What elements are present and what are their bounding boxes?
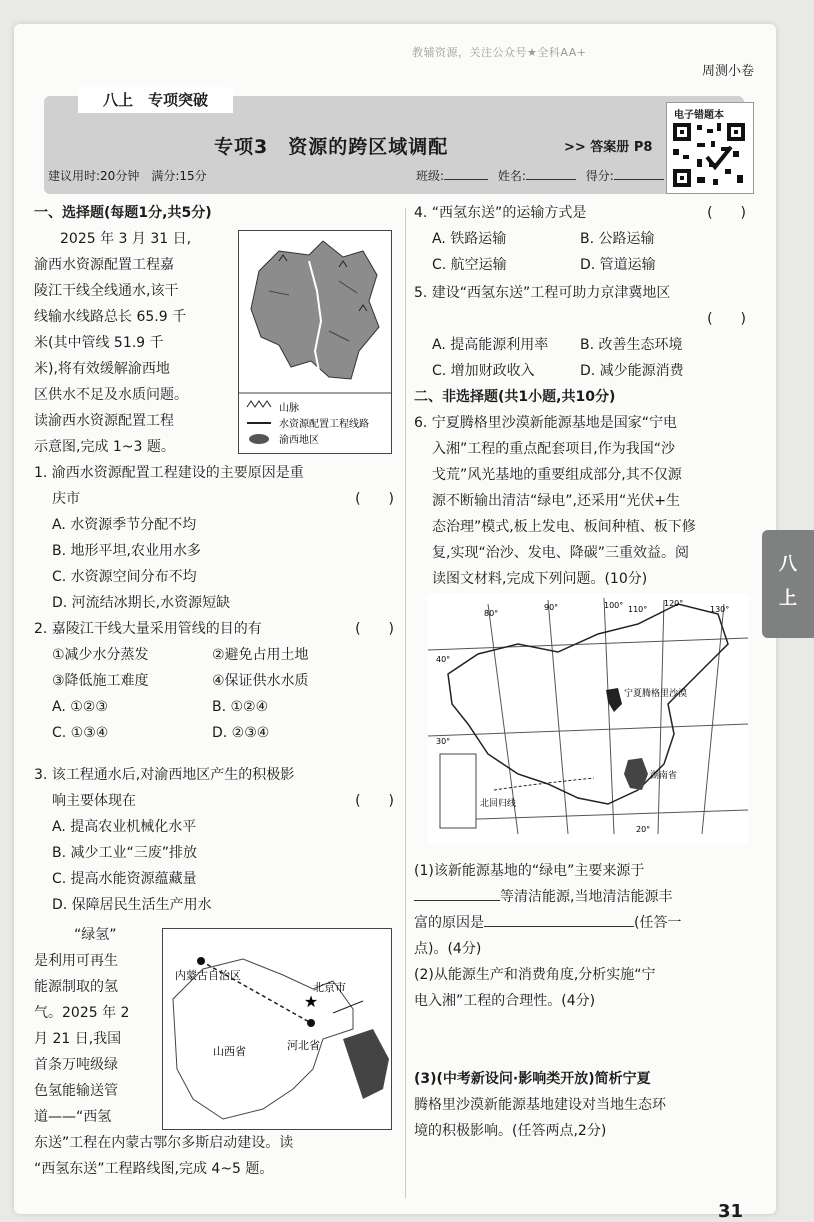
q2-item-1: ①减少水分蒸发: [52, 647, 149, 663]
intro-line: 线输水线路总长 65.9 千: [34, 309, 187, 325]
lon-90: 90°: [544, 603, 559, 612]
q2-option-c[interactable]: C. ①③④: [52, 725, 109, 741]
q2-answer-bracket[interactable]: ( ): [355, 621, 394, 637]
map-label-tengger: 宁夏腾格里沙漠: [624, 689, 688, 699]
section2-heading: 二、非选择题(共1小题,共10分): [414, 389, 616, 405]
sub2-line2: 电入湘”工程的合理性。(4分): [414, 993, 596, 1009]
intro-passage-2: [34, 922, 164, 1130]
intro2-line: 道——“西氢: [34, 1109, 112, 1125]
q5-option-a[interactable]: A. 提高能源利用率: [432, 337, 549, 353]
q5-option-d[interactable]: D. 减少能源消费: [580, 363, 684, 379]
map-label-inner-mongolia: 内蒙古自治区: [175, 969, 241, 982]
q3-stem-line2: 响主要体现在: [52, 793, 136, 809]
q6-line: 读图文材料,完成下列问题。(10分): [432, 571, 648, 587]
q1-stem-line1: 1. 渝西水资源配置工程建设的主要原因是重: [34, 465, 304, 481]
question-2: [34, 616, 394, 746]
q1-option-d[interactable]: D. 河流结冰期长,水资源短缺: [52, 595, 231, 611]
name-label: 姓名:: [497, 169, 526, 183]
intro-passage-2-end: [34, 1130, 394, 1182]
intro-passage-1: [34, 226, 242, 460]
intro2-line: 是利用可再生: [34, 953, 118, 969]
beijing-star-icon: ★: [303, 992, 319, 1011]
lon-130: 130°: [710, 605, 730, 614]
answer-reference: >> 答案册 P8: [564, 140, 653, 155]
intro2-line: 气。2025 年 2: [34, 1005, 130, 1021]
q1-option-c[interactable]: C. 水资源空间分布不均: [52, 569, 197, 585]
q1-option-b[interactable]: B. 地形平坦,农业用水多: [52, 543, 201, 559]
score-label: 得分:: [585, 169, 614, 183]
question-4: [414, 200, 746, 278]
q2-item-3: ③降低施工难度: [52, 673, 149, 689]
student-info-line: [416, 167, 664, 184]
column-divider: [405, 208, 406, 1198]
q6-line: 6. 宁夏腾格里沙漠新能源基地是国家“宁电: [414, 415, 678, 431]
sub3-line2: 腾格里沙漠新能源基地建设对当地生态环: [414, 1097, 666, 1113]
topic-title: 专项3 资源的跨区域调配: [214, 136, 449, 158]
sub2-answer-area[interactable]: [414, 1018, 748, 1058]
q3-stem-line1: 3. 该工程通水后,对渝西地区产生的积极影: [34, 767, 295, 783]
score-blank[interactable]: [614, 167, 664, 180]
q4-option-b[interactable]: B. 公路运输: [580, 231, 655, 247]
q6-line: 复,实现“治沙、发电、降碳”三重效益。阅: [432, 545, 689, 561]
yuxi-map-graphic: [239, 231, 391, 453]
sub1-line4: 点)。(4分): [414, 941, 482, 957]
intro2-full-line: 东送”工程在内蒙古鄂尔多斯启动建设。读: [34, 1135, 294, 1151]
grade-side-tab: [762, 530, 814, 638]
lon-80: 80°: [484, 609, 499, 618]
china-energy-map: [428, 594, 748, 844]
question-1: [34, 460, 394, 616]
q6-line: 戈荒”风光基地的重要组成部分,其不仅源: [432, 467, 682, 483]
legend-region: 渝西地区: [279, 435, 319, 446]
map-label-hebei: 河北省: [287, 1039, 320, 1052]
intro-line: 陵江干线全线通水,该干: [34, 283, 179, 299]
q6-line: 源不断输出清洁“绿电”,还采用“光伏+生: [432, 493, 680, 509]
sub1-line3: 富的原因是: [414, 915, 484, 931]
q5-stem: 5. 建设“西氢东送”工程可助力京津冀地区: [414, 285, 671, 301]
intro-line: 2025 年 3 月 31 日,: [60, 231, 192, 247]
lon-120: 120°: [664, 599, 684, 608]
yuxi-water-map: [238, 230, 392, 454]
intro2-line: 色氢能输送管: [34, 1083, 118, 1099]
map-label-hunan: 湖南省: [650, 771, 678, 781]
intro2-line: 首条万吨级绿: [34, 1057, 118, 1073]
class-blank[interactable]: [444, 167, 488, 180]
q1-option-a[interactable]: A. 水资源季节分配不均: [52, 517, 197, 533]
sub-question-3: [414, 1066, 748, 1144]
q6-line: 入湘”工程的重点配套项目,作为我国“沙: [432, 441, 675, 457]
sub1-line1: (1)该新能源基地的“绿电”主要来源于: [414, 863, 645, 879]
q1-stem-line2: 庆市: [52, 491, 80, 507]
q5-option-c[interactable]: C. 增加财政收入: [432, 363, 535, 379]
map-label-tropic: 北回归线: [480, 799, 517, 809]
worksheet-page: [14, 24, 797, 1222]
q2-item-4: ④保证供水水质: [212, 673, 309, 689]
sub1-blank-1[interactable]: [414, 888, 500, 901]
q3-answer-bracket[interactable]: ( ): [355, 793, 394, 809]
intro-line: 示意图,完成 1~3 题。: [34, 439, 175, 455]
q6-line: 态治理”模式,板上发电、板间种植、板下修: [432, 519, 696, 535]
intro2-line: 月 21 日,我国: [34, 1031, 122, 1047]
intro-line: 读渝西水资源配置工程: [34, 413, 174, 429]
qr-label: 电子错题本: [674, 110, 724, 121]
side-tab-line1: 八: [779, 554, 797, 575]
map-label-shanxi: 山西省: [213, 1045, 246, 1058]
q3-option-c[interactable]: C. 提高水能资源蕴藏量: [52, 871, 197, 887]
intro-line: 渝西水资源配置工程嘉: [34, 257, 174, 273]
china-map-graphic: [428, 594, 748, 844]
legend-mountain: 山脉: [279, 403, 299, 414]
q4-option-c[interactable]: C. 航空运输: [432, 257, 507, 273]
name-blank[interactable]: [526, 167, 576, 180]
intro2-line: 能源制取的氢: [34, 979, 118, 995]
legend-route: 水资源配置工程线路: [279, 419, 369, 430]
q4-option-a[interactable]: A. 铁路运输: [432, 231, 507, 247]
sub1-blank-2[interactable]: [484, 914, 634, 927]
hydrogen-map-graphic: [163, 929, 391, 1129]
q1-answer-bracket[interactable]: ( ): [355, 491, 394, 507]
question-3: [34, 762, 394, 918]
weekly-quiz-tag: 周测小卷: [702, 64, 755, 79]
sub1-line2: 等清洁能源,当地清洁能源丰: [500, 889, 673, 905]
q2-option-b[interactable]: B. ①②④: [212, 699, 269, 715]
intro2-line: “绿氢”: [74, 927, 117, 943]
q4-stem: 4. “西氢东送”的运输方式是: [414, 205, 587, 221]
question-6: [414, 410, 748, 592]
q3-option-b[interactable]: B. 减少工业“三废”排放: [52, 845, 198, 861]
sub1-line3b: (任答一: [634, 915, 682, 931]
sub3-line1: (3)(中考新设问·影响类开放)简析宁夏: [414, 1071, 651, 1087]
q5-answer-bracket[interactable]: ( ): [707, 311, 746, 327]
q2-option-d[interactable]: D. ②③④: [212, 725, 270, 741]
lat-20: 20°: [636, 825, 651, 834]
class-label: 班级:: [416, 169, 445, 183]
map-label-beijing: 北京市: [313, 981, 346, 994]
intro2-full-line: “西氢东送”工程路线图,完成 4~5 题。: [34, 1161, 274, 1177]
page-number: 31: [718, 1201, 744, 1222]
intro-line: 米(其中管线 51.9 千: [34, 335, 164, 351]
unit-tab: 八上 专项突破: [78, 87, 233, 113]
question-5: [414, 280, 746, 384]
intro-line: 区供水不足及水质问题。: [34, 387, 188, 403]
q4-answer-bracket[interactable]: ( ): [707, 205, 746, 221]
sub-question-1: [414, 858, 748, 1014]
lat-30: 30°: [436, 737, 451, 746]
q2-option-a[interactable]: A. ①②③: [52, 699, 108, 715]
lon-100: 100°: [604, 601, 624, 610]
section1-heading: 一、选择题(每题1分,共5分): [34, 205, 212, 221]
q2-stem: 2. 嘉陵江干线大量采用管线的目的有: [34, 621, 262, 637]
sub2-line1: (2)从能源生产和消费角度,分析实施“宁: [414, 967, 656, 983]
sub3-line3: 境的积极影响。(任答两点,2分): [414, 1123, 607, 1139]
hydrogen-route-map: [162, 928, 392, 1130]
intro-line: 米),将有效缓解渝西地: [34, 361, 170, 377]
lon-110: 110°: [628, 605, 648, 614]
time-and-score: 建议用时:20分钟 满分:15分: [48, 169, 207, 183]
q2-item-2: ②避免占用土地: [212, 647, 309, 663]
q3-option-a[interactable]: A. 提高农业机械化水平: [52, 819, 197, 835]
watermark: 教辅资源，关注公众号★全科AA+: [412, 46, 587, 59]
q3-option-d[interactable]: D. 保障居民生活生产用水: [52, 897, 212, 913]
q5-option-b[interactable]: B. 改善生态环境: [580, 337, 683, 353]
side-tab-line2: 上: [779, 588, 797, 609]
q4-option-d[interactable]: D. 管道运输: [580, 257, 656, 273]
lat-40: 40°: [436, 655, 451, 664]
